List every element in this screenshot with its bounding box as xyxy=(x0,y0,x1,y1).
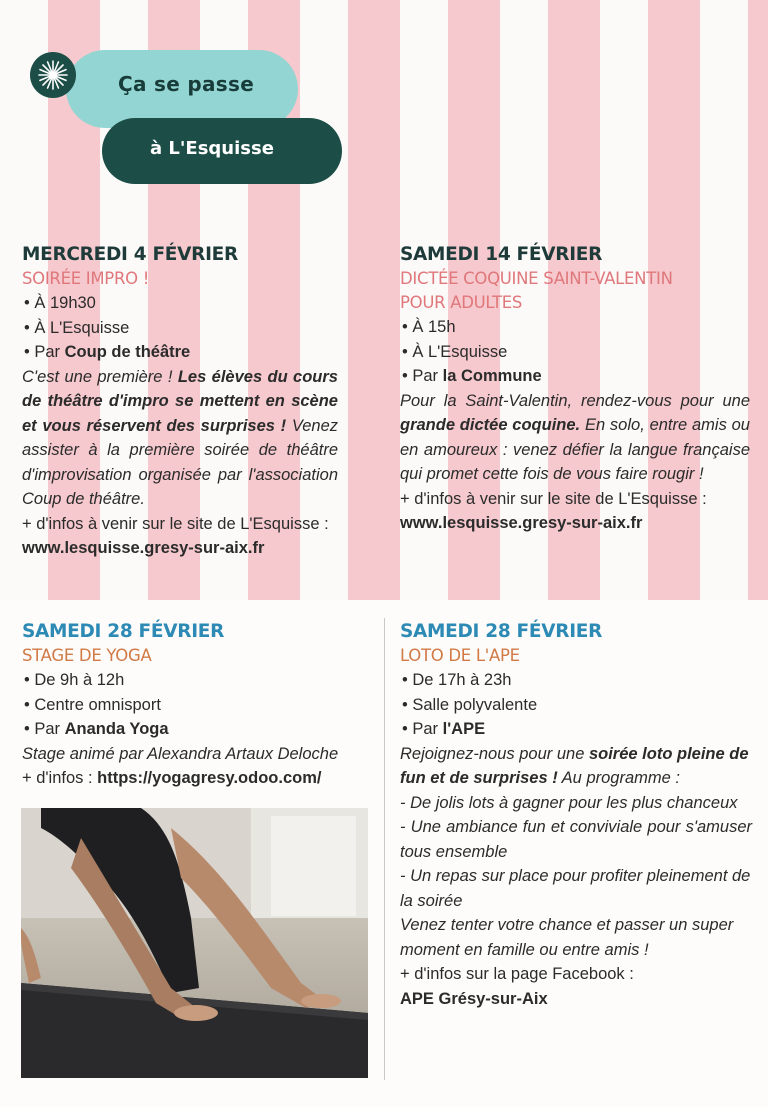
column-divider xyxy=(384,618,385,1080)
event-title-line2: POUR ADULTES xyxy=(400,293,523,312)
event-time: • À 19h30 xyxy=(22,291,338,316)
event-time: • De 9h à 12h xyxy=(22,668,362,693)
header-line2: à L'Esquisse xyxy=(150,138,274,159)
event-soiree-impro xyxy=(22,243,338,561)
event-description: C'est une première ! Les élèves du cours de théâtre d'impro se mettent en scène et vous réservent des surprises ! Venez assister à la première soirée de théâtre d'improvisation organisée par l'association Coup de théâtre. xyxy=(22,367,338,508)
event-organizer: • Par Ananda Yoga xyxy=(22,717,362,742)
program-item: - Un repas sur place pour profiter pleinement de la soirée xyxy=(400,867,751,910)
program-item: - De jolis lots à gagner pour les plus chanceux xyxy=(400,793,738,812)
event-organizer: • Par Coup de théâtre xyxy=(22,340,338,365)
event-organizer: • Par la Commune xyxy=(400,364,750,389)
event-title: SOIRÉE IMPRO ! xyxy=(22,269,150,288)
event-details xyxy=(22,668,362,742)
header-pill-dark xyxy=(102,118,342,184)
event-organizer: • Par l'APE xyxy=(400,717,752,742)
event-time: • À 15h xyxy=(400,315,750,340)
event-title: DICTÉE COQUINE SAINT-VALENTIN xyxy=(400,269,673,288)
event-stage-yoga xyxy=(22,620,362,791)
event-location: • Salle polyvalente xyxy=(400,693,752,718)
event-details xyxy=(400,315,750,389)
event-description: Rejoignez-nous pour une soirée loto pleine de fun et de surprises ! Au programme : xyxy=(400,744,749,787)
event-website-link[interactable]: https://yogagresy.odoo.com/ xyxy=(97,769,322,787)
event-location: • Centre omnisport xyxy=(22,693,362,718)
event-closing: Venez tenter votre chance et passer un super moment en famille ou entre amis ! xyxy=(400,916,734,959)
event-time: • De 17h à 23h xyxy=(400,668,752,693)
header-pill-teal xyxy=(66,50,298,128)
header-line1: Ça se passe xyxy=(118,72,255,96)
header-badge xyxy=(30,50,360,190)
event-location: • À L'Esquisse xyxy=(400,340,750,365)
event-title: STAGE DE YOGA xyxy=(22,646,152,665)
event-more-info: + d'infos : https://yogagresy.odoo.com/ xyxy=(22,769,322,787)
event-loto-ape xyxy=(400,620,752,1011)
event-details xyxy=(22,291,338,365)
program-item: - Une ambiance fun et conviviale pour s'amuser tous ensemble xyxy=(400,818,752,861)
event-more-info: + d'infos à venir sur le site de L'Esquisse : xyxy=(22,514,329,533)
event-more-info: + d'infos à venir sur le site de L'Esquisse : xyxy=(400,489,707,508)
event-dictee-coquine xyxy=(400,243,750,536)
event-date: SAMEDI 14 FÉVRIER xyxy=(400,244,603,265)
event-website-link[interactable]: www.lesquisse.gresy-sur-aix.fr xyxy=(400,514,643,532)
event-description: Pour la Saint-Valentin, rendez-vous pour une grande dictée coquine. En solo, entre amis ou en amoureux : venez défier la langue française qui promet cette fois de vous faire rougir ! xyxy=(400,391,750,483)
facebook-page-link[interactable]: APE Grésy-sur-Aix xyxy=(400,989,548,1008)
event-description: Stage animé par Alexandra Artaux Deloche xyxy=(22,744,339,763)
event-location: • À L'Esquisse xyxy=(22,316,338,341)
event-date: SAMEDI 28 FÉVRIER xyxy=(22,621,225,642)
event-more-info: + d'infos sur la page Facebook : xyxy=(400,965,634,983)
sparkle-icon xyxy=(30,52,76,98)
event-website-link[interactable]: www.lesquisse.gresy-sur-aix.fr xyxy=(22,539,265,557)
event-details xyxy=(400,668,752,742)
yoga-photo xyxy=(21,808,368,1078)
event-date: SAMEDI 28 FÉVRIER xyxy=(400,621,603,642)
event-title: LOTO DE L'APE xyxy=(400,646,520,665)
event-date: MERCREDI 4 FÉVRIER xyxy=(22,244,238,265)
